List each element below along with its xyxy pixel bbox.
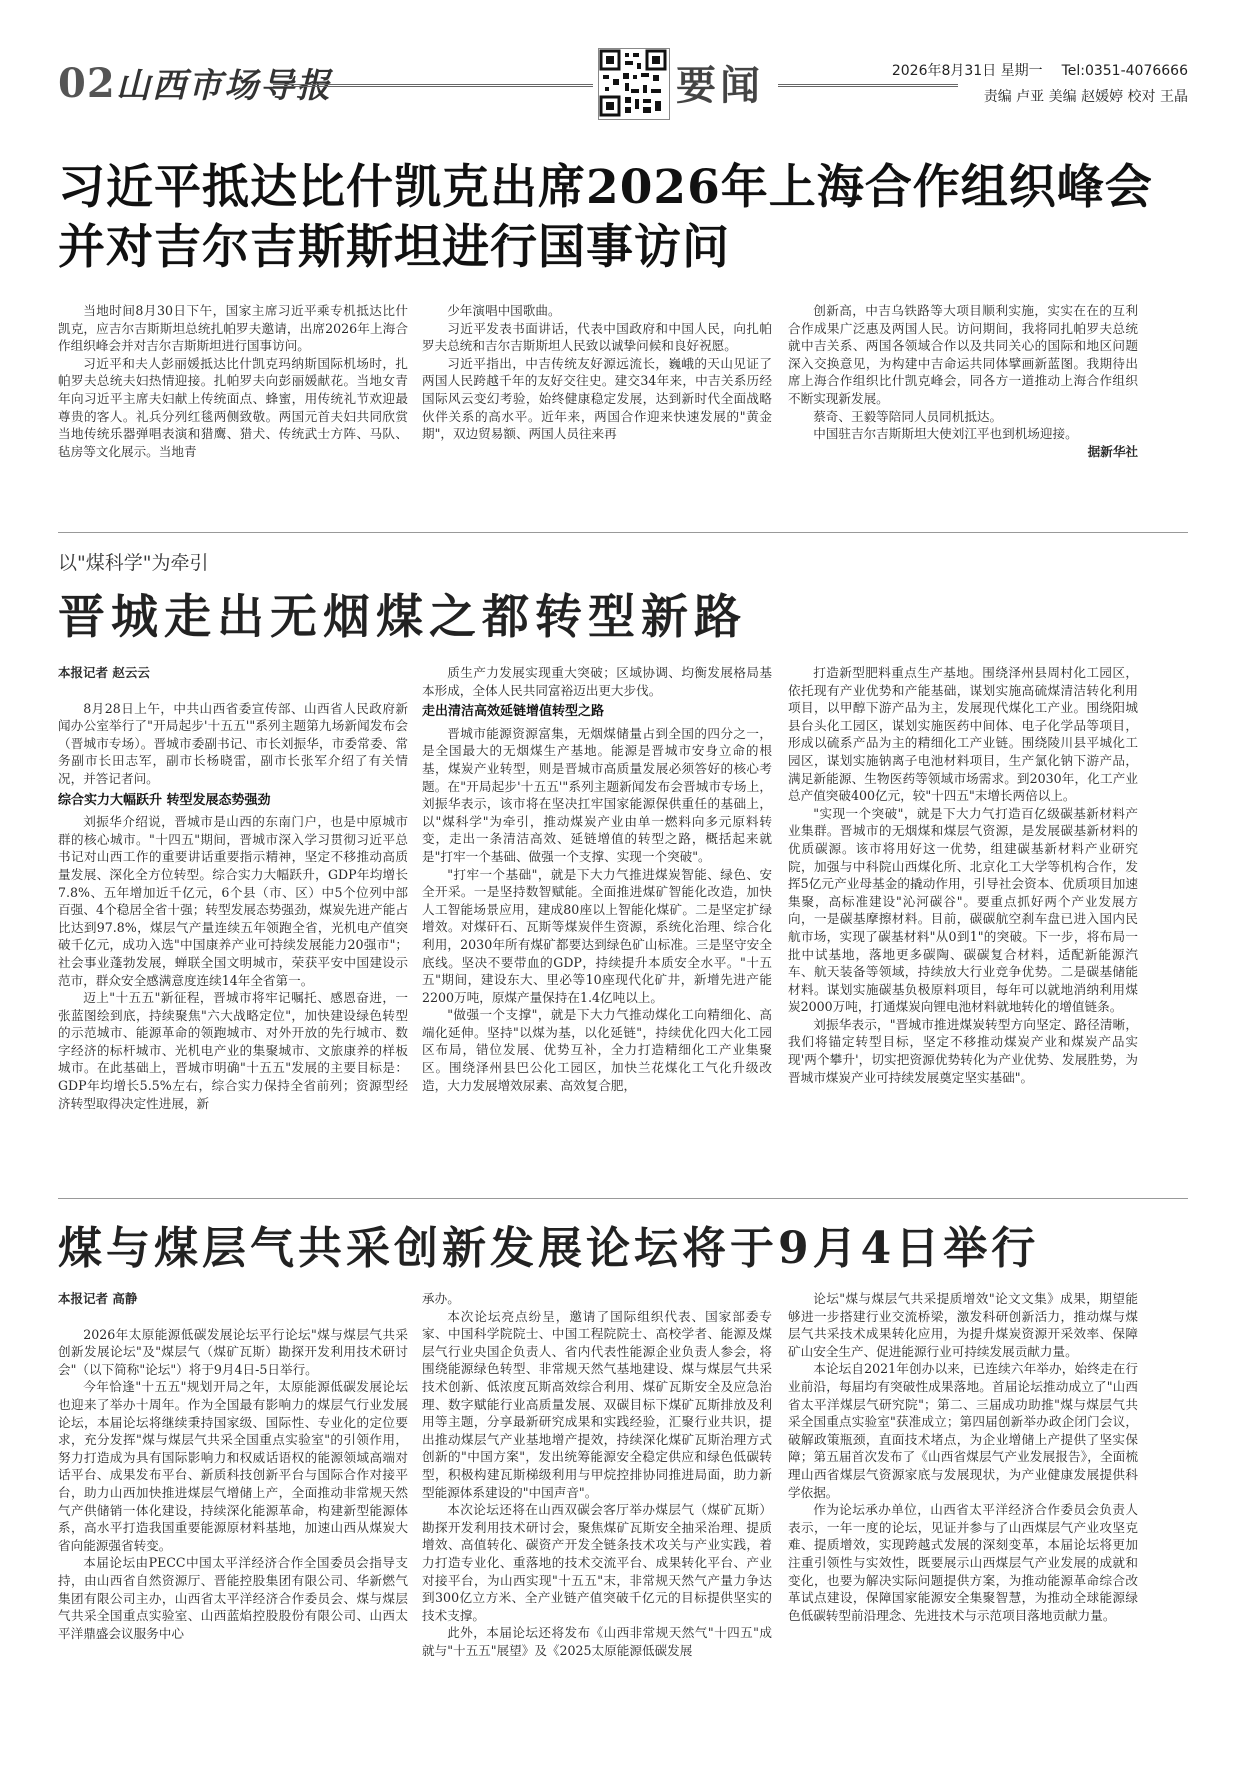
paragraph: 8月28日上午，中共山西省委宣传部、山西省人民政府新闻办公室举行了"开局起步'十五五'"系列主题第九场新闻发布会（晋城市专场）。晋城市委副书记、市长刘振华，市委常委、常务副市长田志军，副市长杨晓雷，副市长张军介绍了有关情况，并答记者问。 bbox=[58, 700, 408, 786]
paragraph: 2026年太原能源低碳发展论坛平行论坛"煤与煤层气共采创新发展论坛"及"煤层气（煤矿瓦斯）勘探开发利用技术研讨会"（以下简称"论坛"）将于9月4日-5日举行。 bbox=[58, 1326, 408, 1377]
paragraph: 本次论坛还将在山西双碳会客厅举办煤层气（煤矿瓦斯）勘探开发利用技术研讨会，聚焦煤矿瓦斯安全抽采治理、提质增效、高值转化、碳资产开发全链条技术攻关与产业实践，着力打造专业化、重落地的技术交流平台、成果转化平台、产业对接平台，为山西实现"十五五"末，非常规天然气产量力争达到300亿立方米、全产业链产值突破千亿元的目标提供坚实的技术支撑。 bbox=[422, 1502, 772, 1623]
byline: 本报记者 高静 bbox=[58, 1291, 138, 1306]
issue-date bbox=[892, 60, 1188, 80]
divider bbox=[58, 1198, 1188, 1199]
date-text: 2026年8月31日 星期一 bbox=[891, 63, 1043, 79]
paragraph: 本届论坛由PECC中国太平洋经济合作全国委员会指导支持，由山西省自然资源厅、晋能控股集团有限公司、华新燃气集团有限公司主办，山西省太平洋经济合作委员会、煤与煤层气共采全国重点实验室、山西蓝焰控股股份有限公司、山西太平洋鼎盛会议服务中心 bbox=[58, 1555, 408, 1641]
story1-headline-line2: 并对吉尔吉斯斯坦进行国事访问 bbox=[58, 220, 730, 275]
paragraph: 本论坛自2021年创办以来，已连续六年举办，始终走在行业前沿，每届均有突破性成果落地。首届论坛推动成立了"山西省太平洋煤层气研究院"；第二、三届成功助推"煤与煤层气共采全国重点实验室"获准成立；第四届创新举办政企闭门会议，破解政策瓶颈，直面技术堵点，为企业增储上产提供了坚实保障；第五届首次发布了《山西省煤层气产业发展报告》，全面梳理山西省煤层气资源家底与发展现状，为产业健康发展提供科学依据。 bbox=[788, 1361, 1138, 1500]
paragraph: 迈上"十五五"新征程，晋城市将牢记嘱托、感恩奋进，一张蓝图绘到底，持续聚焦"六大战略定位"，加快建设绿色转型的示范城市、能源革命的领跑城市、对外开放的先行城市、数字经济的标杆城市、光机电产业的集聚城市、文旅康养的样板城市。在此基础上，晋城市明确"十五五"发展的主要目标是：GDP年均增长5.5%左右，综合实力保持全省前列；资源型经济转型取得决定性进展，新 bbox=[58, 990, 408, 1111]
byline: 本报记者 赵云云 bbox=[58, 665, 150, 680]
story3-column-1 bbox=[58, 1290, 408, 1750]
paragraph: 论坛"煤与煤层气共采提质增效"论文文集》成果，期望能够进一步搭建行业交流桥梁，激发科研创新活力，推动煤与煤层气共采技术成果转化应用，为提升煤炭资源开采效率、保障矿山安全生产、促进能源行业可持续发展贡献力量。 bbox=[788, 1291, 1138, 1359]
paragraph: 刘振华表示，"晋城市推进煤炭转型方向坚定、路径清晰，我们将锚定转型目标，坚定不移推动煤炭产业和煤炭产品实现'两个攀升'，切实把资源优势转化为产业优势、发展胜势，为晋城市煤炭产业可持续发展奠定坚实基础"。 bbox=[788, 1016, 1138, 1085]
paragraph: 打造新型肥料重点生产基地。围绕泽州县周村化工园区，依托现有产业优势和产能基础，谋划实施高硫煤清洁转化利用项目，以甲醇下游产品为主，发展现代煤化工产业。围绕阳城县台头化工园区，谋划实施医药中间体、电子化学品等项目，形成以硫系产品为主的精细化工产业链。围绕陵川县平城化工园区，谋划实施钠离子电池材料项目，生产氯化钠下游产品，满足新能源、生物医药等领域市场需求。到2030年，化工产业总产值突破400亿元，较"十四五"末增长两倍以上。 bbox=[788, 665, 1138, 804]
story3-column-2 bbox=[422, 1290, 772, 1750]
paper-logo: 山西市场导报 bbox=[116, 66, 332, 106]
story2-headline: 晋城走出无烟煤之都转型新路 bbox=[58, 590, 747, 645]
story2-column-3 bbox=[788, 664, 1138, 1190]
editor-credits: 责编 卢亚 美编 赵媛婷 校对 王晶 bbox=[983, 89, 1188, 105]
story1-column-1 bbox=[58, 302, 408, 492]
paragraph: 此外，本届论坛还将发布《山西非常规天然气"十四五"成就与"十五五"展望》及《2025太原能源低碳发展 bbox=[422, 1625, 772, 1658]
paragraph: 蔡奇、王毅等陪同人员同机抵达。 bbox=[813, 408, 1003, 424]
story1-column-2 bbox=[422, 302, 772, 492]
paragraph: 习近平和夫人彭丽媛抵达比什凯克玛纳斯国际机场时，扎帕罗夫总统夫妇热情迎接。扎帕罗夫向彭丽媛献花。当地女青年向习近平主席夫妇献上传统面点、蜂蜜，用传统礼节欢迎最尊贵的客人。礼兵分列红毯两侧致敬。两国元首夫妇共同欣赏当地传统乐器弹唱表演和猎鹰、猎犬、传统武士方阵、马队、毡房等文化展示。当地青 bbox=[58, 355, 408, 459]
paragraph: 质生产力发展实现重大突破；区域协调、均衡发展格局基本形成，全体人民共同富裕迈出更大步伐。 bbox=[422, 665, 772, 698]
paragraph: 习近平指出，中吉传统友好源远流长，巍峨的天山见证了两国人民跨越千年的友好交往史。建交34年来，中吉关系历经国际风云变幻考验，始终健康稳定发展，达到新时代全面战略伙伴关系的高水平。近年来，两国合作迎来快速发展的"黄金期"，双边贸易额、两国人员往来再 bbox=[422, 355, 772, 442]
page-number: 02 bbox=[58, 60, 116, 107]
paragraph: 少年演唱中国歌曲。 bbox=[447, 303, 561, 318]
paragraph: 作为论坛承办单位，山西省太平洋经济合作委员会负责人表示，一年一度的论坛，见证并参与了山西煤层气产业攻坚克难、提质增效，实现跨越式发展的深刻变革，本届论坛将更加注重引领性与实效性，既要展示山西煤层气产业发展的成就和变化，也要为解决实际问题提供方案，为推动能源革命综合改革试点建设，保障国家能源安全集聚智慧，为推动全球能源绿色低碳转型前沿理念、先进技术与示范项目落地贡献力量。 bbox=[788, 1502, 1138, 1623]
paragraph: 当地时间8月30日下午，国家主席习近平乘专机抵达比什凯克，应吉尔吉斯斯坦总统扎帕罗夫邀请，出席2026年上海合作组织峰会并对吉尔吉斯斯坦进行国事访问。 bbox=[58, 303, 408, 354]
paragraph: "打牢一个基础"，就是下大力气推进煤炭智能、绿色、安全开采。一是坚持数智赋能。全面推进煤矿智能化改造，加快人工智能场景应用，建成80座以上智能化煤矿。二是坚定扩绿增效。对煤矸石、瓦斯等煤炭伴生资源，系统化治理、综合化利用，2030年所有煤矿都要达到绿色矿山标准。三是坚守安全底线。坚决不要带血的GDP，持续提升本质安全水平。"十五五"期间，建设东大、里必等10座现代化矿井，新增先进产能2200万吨，原煤产量保持在1.4亿吨以上。 bbox=[422, 866, 772, 1005]
story2-column-2 bbox=[422, 664, 772, 1190]
masthead-rule-left bbox=[273, 84, 593, 87]
subheading: 走出清洁高效延链增值转型之路 bbox=[422, 704, 605, 720]
paragraph: 创新高，中吉乌铁路等大项目顺利实施，实实在在的互利合作成果广泛惠及两国人民。访问期间，我将同扎帕罗夫总统就中吉关系、两国各领域合作以及共同关心的国际和地区问题深入交换意见，为构建中吉命运共同体擘画新蓝图。我期待出席上海合作组织比什凯克峰会，同各方一道推动上海合作组织不断实现新发展。 bbox=[788, 303, 1138, 406]
masthead-rule-right bbox=[778, 84, 958, 87]
section-title: 要闻 bbox=[676, 62, 764, 109]
story1-column-3 bbox=[788, 302, 1138, 514]
qr-code-icon[interactable] bbox=[598, 48, 670, 120]
paragraph: 习近平发表书面讲话，代表中国政府和中国人民，向扎帕罗夫总统和吉尔吉斯斯坦人民致以诚挚问候和良好祝愿。 bbox=[422, 320, 772, 354]
paragraph: 中国驻吉尔吉斯斯坦大使刘江平也到机场迎接。 bbox=[813, 426, 1078, 442]
paragraph: 承办。 bbox=[422, 1291, 460, 1306]
story3-headline: 煤与煤层气共采创新发展论坛将于9月4日举行 bbox=[58, 1223, 1040, 1274]
paragraph: 今年恰逢"十五五"规划开局之年，太原能源低碳发展论坛也迎来了举办十周年。作为全国最有影响力的煤层气行业发展论坛，本届论坛将继续秉持国家级、国际性、专业化的定位要求，充分发挥"煤与煤层气共采全国重点实验室"的引领作用，努力打造成为具有国际影响力和权威话语权的能源领域高端对话平台、成果发布平台、新质科技创新平台与国际合作对接平台，助力山西加快推进煤层气增储上产，全面推动非常规天然气产供储销一体化建设，持续深化能源革命，构建新型能源体系，高水平打造我国重要能源原材料基地，加速山西从煤炭大省向能源强省转变。 bbox=[58, 1379, 408, 1553]
news-source: 据新华社 bbox=[1087, 443, 1138, 459]
story1-headline-line1: 习近平抵达比什凯克出席2026年上海合作组织峰会 bbox=[58, 160, 1153, 215]
tel-text: Tel:0351-4076666 bbox=[1061, 63, 1188, 79]
paragraph: 晋城市能源资源富集，无烟煤储量占到全国的四分之一，是全国最大的无烟煤生产基地。能源是晋城市安身立命的根基，煤炭产业转型，则是晋城市高质量发展必须答好的核心考题。在"开局起步'十五五'"系列主题新闻发布会晋城市专场上，刘振华表示，该市将在坚决扛牢国家能源保供重任的基础上，以"煤科学"为牵引，推动煤炭产业由单一燃料向多元原料转变，走出一条清洁高效、延链增值的转型之路，概括起来就是"打牢一个基础、做强一个支撑、实现一个突破"。 bbox=[422, 725, 772, 864]
divider bbox=[58, 532, 1188, 533]
paragraph: 本次论坛亮点纷呈，邀请了国际组织代表、国家部委专家、中国科学院院士、中国工程院院士、高校学者、能源及煤层气行业央国企负责人、省内代表性能源企业负责人参会，将围绕能源绿色转型、非常规天然气基地建设、煤与煤层气共采技术创新、低浓度瓦斯高效综合利用、煤矿瓦斯安全及应急治理、数字赋能行业高质量发展、双碳目标下煤矿瓦斯排放及利用等主题，分享最新研究成果和实践经验，汇聚行业共识，提出推动煤层气产业基地增产提效，持续深化煤矿瓦斯治理方式创新的"中国方案"，发出统筹能源安全稳定供应和绿色低碳转型，积极构建瓦斯梯级利用与甲烷控排协同推进局面，助力新型能源体系建设的"中国声音"。 bbox=[422, 1308, 772, 1500]
story3-column-3 bbox=[788, 1290, 1138, 1750]
paragraph: "实现一个突破"，就是下大力气打造百亿级碳基新材料产业集群。晋城市的无烟煤和煤层气资源，是发展碳基新材料的优质碳源。该市将用好这一优势，组建碳基新材料产业研究院，加强与中科院山西煤化所、北京化工大学等机构合作，发挥5亿元产业母基金的撬动作用，引导社会资本、优质项目加速集聚，高标准建设"沁河碳谷"。要重点抓好两个产业发展方向，一是碳基摩擦材料。目前，碳碳航空刹车盘已进入国内民航市场，实现了碳基材料"从0到1"的突破。下一步，将布局一批中试基地，落地更多碳陶、碳碳复合材料，适配新能源汽车、航天装备等领域，持续放大行业竞争优势。二是碳基储能材料。谋划实施碳基负极原料项目，每年可以就地消纳利用煤炭2000万吨，打通煤炭向锂电池材料就地转化的增值链条。 bbox=[788, 805, 1138, 1015]
story2-column-1 bbox=[58, 664, 408, 1190]
subheading: 综合实力大幅跃升 转型发展态势强劲 bbox=[58, 792, 271, 808]
story2-kicker: 以"煤科学"为牵引 bbox=[58, 552, 209, 574]
paragraph: 刘振华介绍说，晋城市是山西的东南门户，也是中原城市群的核心城市。"十四五"期间，晋城市深入学习贯彻习近平总书记对山西工作的重要讲话重要指示精神，坚定不移推动高质量发展、深化全方位转型。综合实力大幅跃升，GDP年均增长7.8%、五年增加近千亿元，6个县（市、区）中5个位列中部百强、4个稳居全省十强；转型发展态势强劲，煤炭先进产能占比达到97.8%，煤层气产量连续五年领跑全省，光机电产值突破千亿元，成功入选"中国康养产业可持续发展能力20强市"；社会事业蓬勃发展，蝉联全国文明城市，荣获平安中国建设示范市，群众安全感满意度连续14年全省第一。 bbox=[58, 814, 408, 988]
paragraph: "做强一个支撑"，就是下大力气推动煤化工向精细化、高端化延伸。坚持"以煤为基，以化延链"，持续优化四大化工园区布局，错位发展、优势互补，全力打造精细化工产业集聚区。围绕泽州县巴公化工园区，加快兰花煤化工气化升级改造，大力发展增效尿素、高效复合肥， bbox=[422, 1007, 772, 1093]
masthead bbox=[58, 48, 1188, 118]
